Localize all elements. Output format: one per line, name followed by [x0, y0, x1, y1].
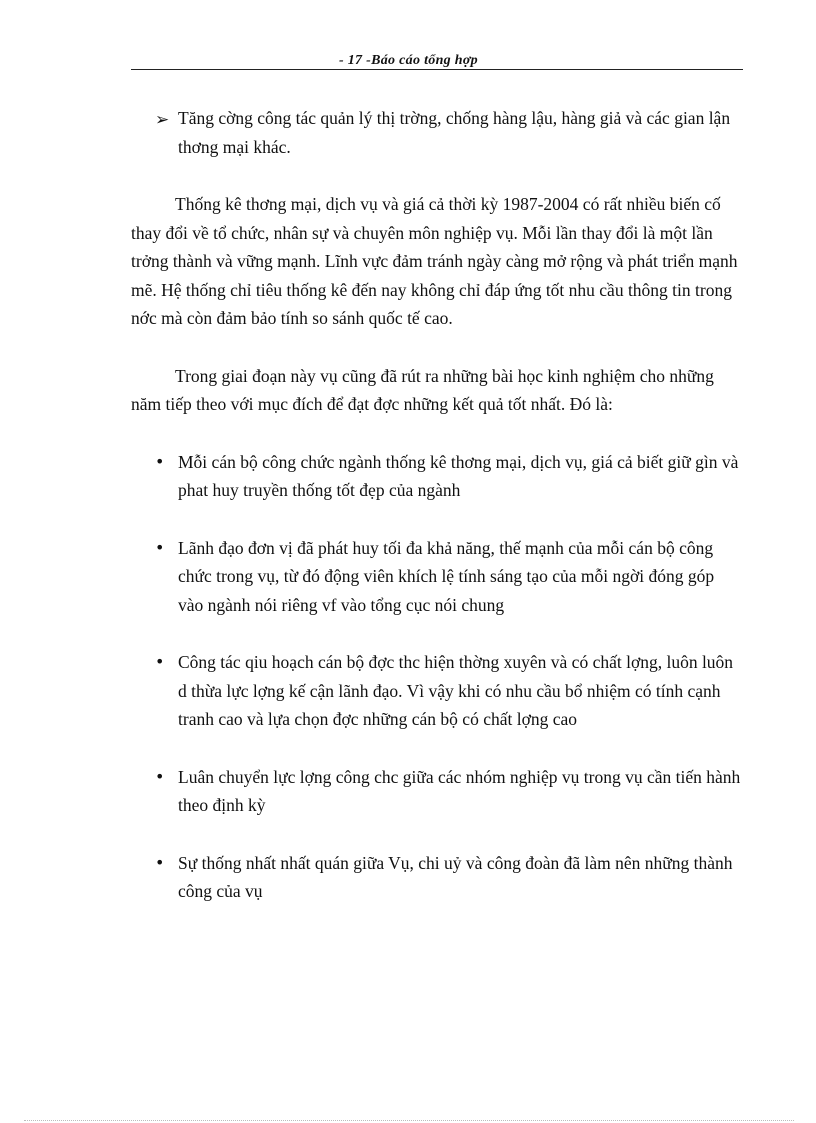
list-item-text: Luân chuyển lực lợng công chc giữa các nhóm nghiệp vụ trong vụ cần tiến hành theo định kỳ	[178, 766, 741, 815]
list-item	[131, 763, 741, 820]
document-body	[131, 104, 741, 935]
list-item	[131, 648, 741, 734]
list-item	[131, 849, 741, 906]
bullet-icon: •	[155, 852, 165, 872]
list-item-text: Sự thống nhất nhất quán giữa Vụ, chi uỷ và công đoàn đã làm nên những thành công của vụ	[178, 852, 733, 901]
bullet-icon: •	[155, 537, 165, 557]
list-item-text: Mỗi cán bộ công chức ngành thống kê thơng mại, dịch vụ, giá cả biết giữ gìn và phat huy truyền thống tốt đẹp của ngành	[178, 451, 739, 500]
header-title: - 17 -Báo cáo tổng hợp	[339, 53, 478, 68]
page-bottom-divider	[24, 1120, 794, 1121]
page-header	[131, 52, 743, 70]
list-item-text: Công tác qiu hoạch cán bộ đợc thc hiện thờng xuyên và có chất lợng, luôn luôn d thừa lực lợng kế cận lãnh đạo. Vì vậy khi có nhu cầu bổ nhiệm có tính cạnh tranh cao và lựa chọn đợc những cán bộ có chất lợng cao	[178, 652, 734, 729]
list-item	[131, 448, 741, 505]
arrow-list-item	[131, 104, 741, 161]
bullet-icon: •	[155, 652, 165, 671]
bullet-icon: •	[155, 451, 165, 471]
paragraph: Thống kê thơng mại, dịch vụ và giá cả thời kỳ 1987-2004 có rất nhiều biến cố thay đổi về tổ chức, nhân sự và chuyên môn nghiệp vụ. Mỗi lần thay đổi là một lần trởng thành và vững mạnh. Lĩnh vực đảm tránh ngày càng mở rộng và phát triển mạnh mẽ. Hệ thống chỉ tiêu thống kê đến nay không chỉ đáp ứng tốt nhu cầu thông tin trong nớc mà còn đảm bảo tính so sánh quốc tế cao.	[131, 194, 738, 328]
list-item	[131, 534, 741, 620]
bullet-list	[131, 448, 741, 906]
arrow-item-text: Tăng cờng công tác quản lý thị trờng, chống hàng lậu, hàng giả và các gian lận thơng mại khác.	[178, 108, 731, 157]
list-item-text: Lãnh đạo đơn vị đã phát huy tối đa khả năng, thế mạnh của mỗi cán bộ công chức trong vụ, từ đó động viên khích lệ tính sáng tạo của mỗi ngời đóng góp vào ngành nói riêng vf vào tổng cục nói chung	[178, 537, 715, 615]
bullet-icon: •	[155, 766, 165, 786]
arrow-right-icon: ➢	[155, 110, 170, 130]
paragraph: Trong giai đoạn này vụ cũng đã rút ra những bài học kinh nghiệm cho những năm tiếp theo với mục đích để đạt đợc những kết quả tốt nhất. Đó là:	[131, 365, 714, 414]
